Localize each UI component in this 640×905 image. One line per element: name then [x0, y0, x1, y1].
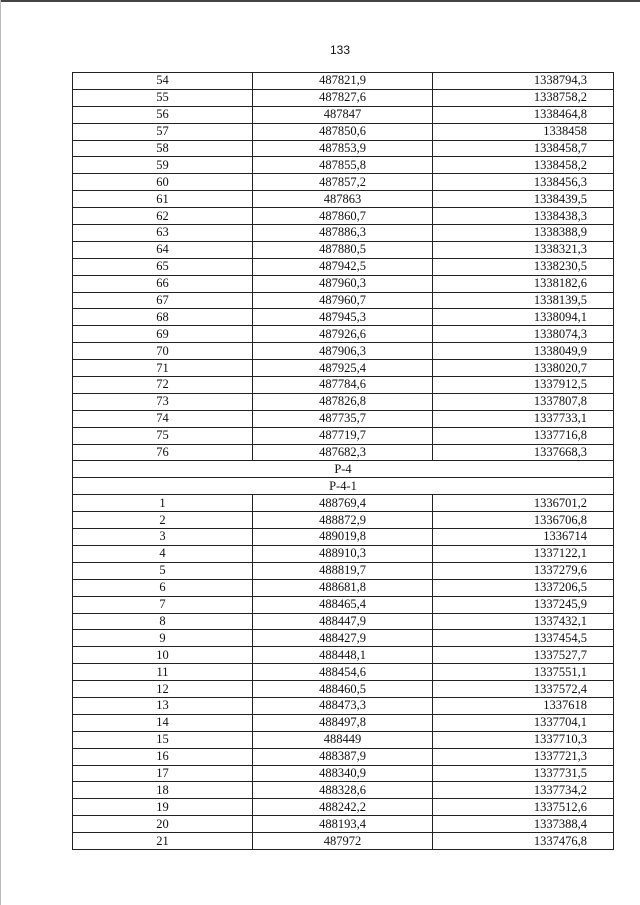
y-coordinate-cell: 1337122,1: [433, 545, 614, 562]
x-coordinate-cell: 487860,7: [253, 208, 433, 225]
table-row: [73, 157, 614, 174]
table-row: [73, 326, 614, 343]
table-row: [73, 529, 614, 546]
point-number-cell: 59: [73, 157, 253, 174]
x-coordinate-cell: 488193,4: [253, 816, 433, 833]
x-coordinate-cell: 488819,7: [253, 562, 433, 579]
point-number-cell: 8: [73, 613, 253, 630]
section-header-row: [73, 461, 614, 478]
table-row: [73, 765, 614, 782]
y-coordinate-cell: 1338182,6: [433, 275, 614, 292]
table-row: [73, 393, 614, 410]
y-coordinate-cell: 1337512,6: [433, 799, 614, 816]
table-row: [73, 697, 614, 714]
table-row: [73, 545, 614, 562]
y-coordinate-cell: 1337912,5: [433, 377, 614, 394]
point-number-cell: 18: [73, 782, 253, 799]
y-coordinate-cell: 1337731,5: [433, 765, 614, 782]
point-number-cell: 75: [73, 427, 253, 444]
x-coordinate-cell: 488242,2: [253, 799, 433, 816]
x-coordinate-cell: 488460,5: [253, 681, 433, 698]
subsection-header-row: [73, 478, 614, 495]
x-coordinate-cell: 487735,7: [253, 410, 433, 427]
x-coordinate-cell: 488473,3: [253, 697, 433, 714]
y-coordinate-cell: 1338458,2: [433, 157, 614, 174]
section-title: Р-4: [73, 461, 614, 478]
x-coordinate-cell: 487853,9: [253, 140, 433, 157]
y-coordinate-cell: 1337388,4: [433, 816, 614, 833]
point-number-cell: 60: [73, 174, 253, 191]
point-number-cell: 12: [73, 681, 253, 698]
x-coordinate-cell: 487719,7: [253, 427, 433, 444]
table-row: [73, 613, 614, 630]
table-row: [73, 241, 614, 258]
x-coordinate-cell: 487850,6: [253, 123, 433, 140]
x-coordinate-cell: 487886,3: [253, 225, 433, 242]
x-coordinate-cell: 487960,7: [253, 292, 433, 309]
page-number: 133: [329, 43, 351, 57]
x-coordinate-cell: 488328,6: [253, 782, 433, 799]
y-coordinate-cell: 1337721,3: [433, 748, 614, 765]
x-coordinate-cell: 487945,3: [253, 309, 433, 326]
point-number-cell: 13: [73, 697, 253, 714]
table-row: [73, 512, 614, 529]
y-coordinate-cell: 1338758,2: [433, 89, 614, 106]
table-row: [73, 343, 614, 360]
y-coordinate-cell: 1338020,7: [433, 360, 614, 377]
y-coordinate-cell: 1338438,3: [433, 208, 614, 225]
x-coordinate-cell: 487863: [253, 191, 433, 208]
y-coordinate-cell: 1338139,5: [433, 292, 614, 309]
x-coordinate-cell: 488427,9: [253, 630, 433, 647]
x-coordinate-cell: 488681,8: [253, 579, 433, 596]
table-row: [73, 833, 614, 850]
table-row: [73, 410, 614, 427]
table-row: [73, 123, 614, 140]
point-number-cell: 17: [73, 765, 253, 782]
table-row: [73, 714, 614, 731]
y-coordinate-cell: 1337551,1: [433, 664, 614, 681]
x-coordinate-cell: 488872,9: [253, 512, 433, 529]
y-coordinate-cell: 1338458,7: [433, 140, 614, 157]
point-number-cell: 76: [73, 444, 253, 461]
table-row: [73, 275, 614, 292]
point-number-cell: 10: [73, 647, 253, 664]
table-row: [73, 140, 614, 157]
table-row: [73, 816, 614, 833]
x-coordinate-cell: 488910,3: [253, 545, 433, 562]
table-row: [73, 681, 614, 698]
point-number-cell: 65: [73, 258, 253, 275]
point-number-cell: 5: [73, 562, 253, 579]
y-coordinate-cell: 1337807,8: [433, 393, 614, 410]
point-number-cell: 16: [73, 748, 253, 765]
point-number-cell: 68: [73, 309, 253, 326]
x-coordinate-cell: 488340,9: [253, 765, 433, 782]
table-row: [73, 360, 614, 377]
point-number-cell: 2: [73, 512, 253, 529]
table-row: [73, 174, 614, 191]
x-coordinate-cell: 487682,3: [253, 444, 433, 461]
point-number-cell: 71: [73, 360, 253, 377]
x-coordinate-cell: 488447,9: [253, 613, 433, 630]
table-row: [73, 309, 614, 326]
point-number-cell: 70: [73, 343, 253, 360]
y-coordinate-cell: 1337476,8: [433, 833, 614, 850]
x-coordinate-cell: 488454,6: [253, 664, 433, 681]
x-coordinate-cell: 488769,4: [253, 495, 433, 512]
table-row: [73, 427, 614, 444]
point-number-cell: 57: [73, 123, 253, 140]
y-coordinate-cell: 1337572,4: [433, 681, 614, 698]
point-number-cell: 3: [73, 529, 253, 546]
point-number-cell: 20: [73, 816, 253, 833]
point-number-cell: 19: [73, 799, 253, 816]
y-coordinate-cell: 1337432,1: [433, 613, 614, 630]
point-number-cell: 69: [73, 326, 253, 343]
table-body-top: [73, 73, 614, 461]
table-row: [73, 799, 614, 816]
x-coordinate-cell: 488465,4: [253, 596, 433, 613]
y-coordinate-cell: 1338456,3: [433, 174, 614, 191]
y-coordinate-cell: 1337206,5: [433, 579, 614, 596]
point-number-cell: 56: [73, 106, 253, 123]
point-number-cell: 73: [73, 393, 253, 410]
point-number-cell: 11: [73, 664, 253, 681]
point-number-cell: 14: [73, 714, 253, 731]
x-coordinate-cell: 487880,5: [253, 241, 433, 258]
y-coordinate-cell: 1338230,5: [433, 258, 614, 275]
x-coordinate-cell: 487821,9: [253, 73, 433, 90]
y-coordinate-cell: 1336706,8: [433, 512, 614, 529]
table-row: [73, 225, 614, 242]
y-coordinate-cell: 1337454,5: [433, 630, 614, 647]
y-coordinate-cell: 1338049,9: [433, 343, 614, 360]
y-coordinate-cell: 1337734,2: [433, 782, 614, 799]
x-coordinate-cell: 487857,2: [253, 174, 433, 191]
x-coordinate-cell: 487784,6: [253, 377, 433, 394]
page-left-border: [0, 0, 1, 905]
table-row: [73, 748, 614, 765]
y-coordinate-cell: 1338321,3: [433, 241, 614, 258]
y-coordinate-cell: 1336714: [433, 529, 614, 546]
y-coordinate-cell: 1338464,8: [433, 106, 614, 123]
point-number-cell: 1: [73, 495, 253, 512]
x-coordinate-cell: 487855,8: [253, 157, 433, 174]
x-coordinate-cell: 489019,8: [253, 529, 433, 546]
y-coordinate-cell: 1337710,3: [433, 731, 614, 748]
table-row: [73, 731, 614, 748]
point-number-cell: 15: [73, 731, 253, 748]
x-coordinate-cell: 487826,8: [253, 393, 433, 410]
table-row: [73, 258, 614, 275]
point-number-cell: 55: [73, 89, 253, 106]
table-row: [73, 495, 614, 512]
table-row: [73, 782, 614, 799]
table-row: [73, 89, 614, 106]
point-number-cell: 67: [73, 292, 253, 309]
y-coordinate-cell: 1337245,9: [433, 596, 614, 613]
x-coordinate-cell: 487827,6: [253, 89, 433, 106]
table-row: [73, 630, 614, 647]
x-coordinate-cell: 487960,3: [253, 275, 433, 292]
table-row: [73, 377, 614, 394]
point-number-cell: 63: [73, 225, 253, 242]
y-coordinate-cell: 1337716,8: [433, 427, 614, 444]
coordinates-table: [72, 72, 614, 850]
subsection-title: Р-4-1: [73, 478, 614, 495]
table-row: [73, 208, 614, 225]
y-coordinate-cell: 1338388,9: [433, 225, 614, 242]
x-coordinate-cell: 487925,4: [253, 360, 433, 377]
point-number-cell: 74: [73, 410, 253, 427]
y-coordinate-cell: 1336701,2: [433, 495, 614, 512]
x-coordinate-cell: 488497,8: [253, 714, 433, 731]
y-coordinate-cell: 1337618: [433, 697, 614, 714]
y-coordinate-cell: 1338439,5: [433, 191, 614, 208]
point-number-cell: 9: [73, 630, 253, 647]
x-coordinate-cell: 488449: [253, 731, 433, 748]
table-row: [73, 562, 614, 579]
y-coordinate-cell: 1337704,1: [433, 714, 614, 731]
x-coordinate-cell: 488448,1: [253, 647, 433, 664]
point-number-cell: 64: [73, 241, 253, 258]
table-row: [73, 647, 614, 664]
point-number-cell: 61: [73, 191, 253, 208]
x-coordinate-cell: 487906,3: [253, 343, 433, 360]
table-body-bottom: [73, 495, 614, 850]
y-coordinate-cell: 1337733,1: [433, 410, 614, 427]
table-row: [73, 191, 614, 208]
y-coordinate-cell: 1337279,6: [433, 562, 614, 579]
x-coordinate-cell: 488387,9: [253, 748, 433, 765]
table-row: [73, 596, 614, 613]
point-number-cell: 62: [73, 208, 253, 225]
table-row: [73, 292, 614, 309]
point-number-cell: 21: [73, 833, 253, 850]
point-number-cell: 7: [73, 596, 253, 613]
y-coordinate-cell: 1338794,3: [433, 73, 614, 90]
y-coordinate-cell: 1337527,7: [433, 647, 614, 664]
point-number-cell: 66: [73, 275, 253, 292]
x-coordinate-cell: 487972: [253, 833, 433, 850]
x-coordinate-cell: 487847: [253, 106, 433, 123]
table-row: [73, 579, 614, 596]
x-coordinate-cell: 487926,6: [253, 326, 433, 343]
y-coordinate-cell: 1338074,3: [433, 326, 614, 343]
y-coordinate-cell: 1338458: [433, 123, 614, 140]
point-number-cell: 72: [73, 377, 253, 394]
point-number-cell: 6: [73, 579, 253, 596]
point-number-cell: 58: [73, 140, 253, 157]
point-number-cell: 54: [73, 73, 253, 90]
x-coordinate-cell: 487942,5: [253, 258, 433, 275]
table-row: [73, 73, 614, 90]
section-headers: [73, 461, 614, 495]
point-number-cell: 4: [73, 545, 253, 562]
table-row: [73, 106, 614, 123]
y-coordinate-cell: 1338094,1: [433, 309, 614, 326]
page-top-border: [0, 0, 640, 2]
y-coordinate-cell: 1337668,3: [433, 444, 614, 461]
table-row: [73, 664, 614, 681]
table-row: [73, 444, 614, 461]
